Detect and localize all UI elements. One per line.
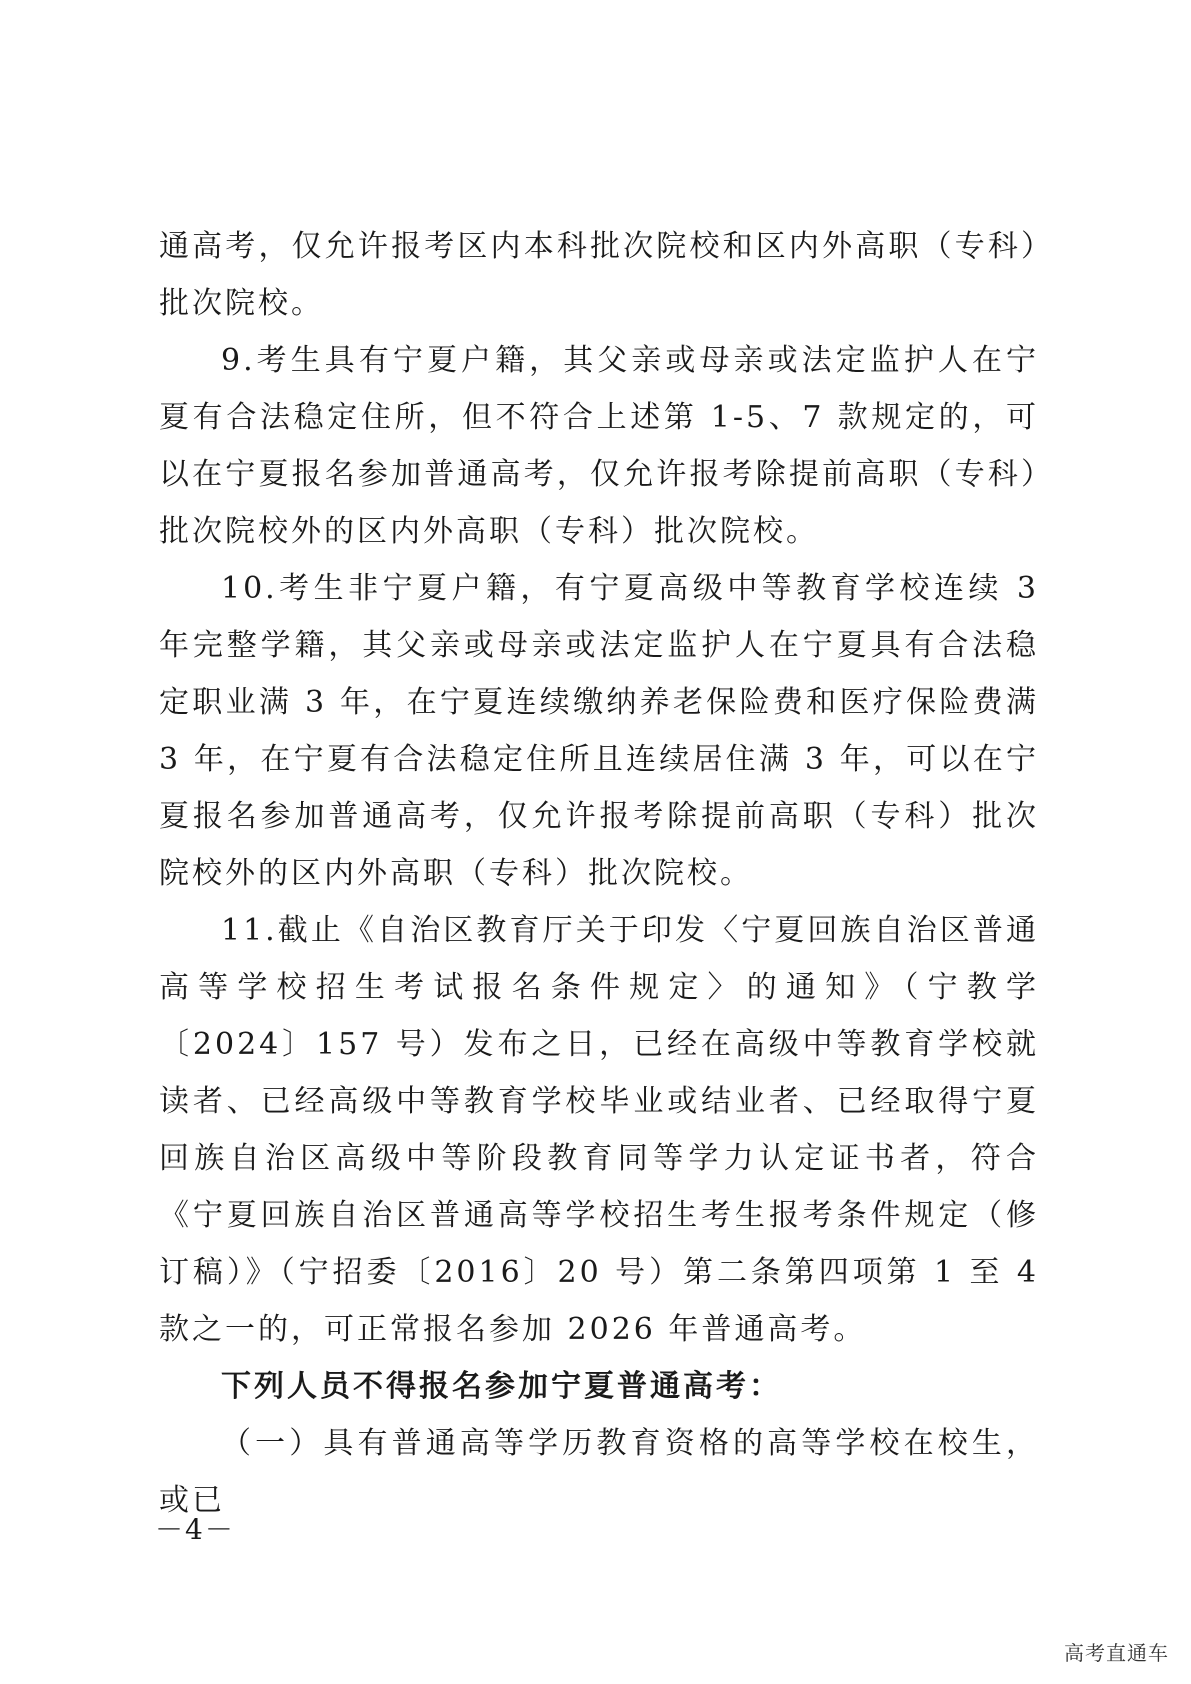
paragraph-exclusion-1: （一）具有普通高等学历教育资格的高等学校在校生，或已: [159, 1426, 1039, 1518]
paragraph-item-10: 10.考生非宁夏户籍，有宁夏高级中等教育学校连续 3 年完整学籍，其父亲或母亲或法定监护人在宁夏具有合法稳定职业满 3 年，在宁夏连续缴纳养老保险费和医疗保险费满 3 年，在宁夏有合法稳定住所且连续居住满 3 年，可以在宁夏报名参加普通高考，仅允许报考除提前高职（专科）批次院校外的区内外高职（专科）批次院校。: [159, 571, 1039, 891]
page-number: －4－: [155, 1513, 235, 1546]
paragraph-item-11: 11.截止《自治区教育厅关于印发〈宁夏回族自治区普通高等学校招生考试报名条件规定〉的通知》（宁教学〔2024〕157 号）发布之日，已经在高级中等教育学校就读者、已经高级中等教育学校毕业或结业者、已经取得宁夏回族自治区高级中等阶段教育同等学力认定证书者，符合《宁夏回族自治区普通高等学校招生考生报考条件规定（修订稿）》（宁招委〔2016〕20 号）第二条第四项第 1 至 4 款之一的，可正常报名参加 2026 年普通高考。: [159, 913, 1039, 1347]
paragraph-item-9: 9.考生具有宁夏户籍，其父亲或母亲或法定监护人在宁夏有合法稳定住所，但不符合上述第 1-5、7 款规定的，可以在宁夏报名参加普通高考，仅允许报考除提前高职（专科）批次院校外的区内外高职（专科）批次院校。: [159, 343, 1039, 549]
section-heading: 下列人员不得报名参加宁夏普通高考：: [221, 1369, 782, 1404]
document-body: [159, 218, 1039, 1529]
watermark: 高考直通车: [1064, 1641, 1169, 1665]
paragraph-continuation: 通高考，仅允许报考区内本科批次院校和区内外高职（专科）批次院校。: [159, 229, 1039, 321]
